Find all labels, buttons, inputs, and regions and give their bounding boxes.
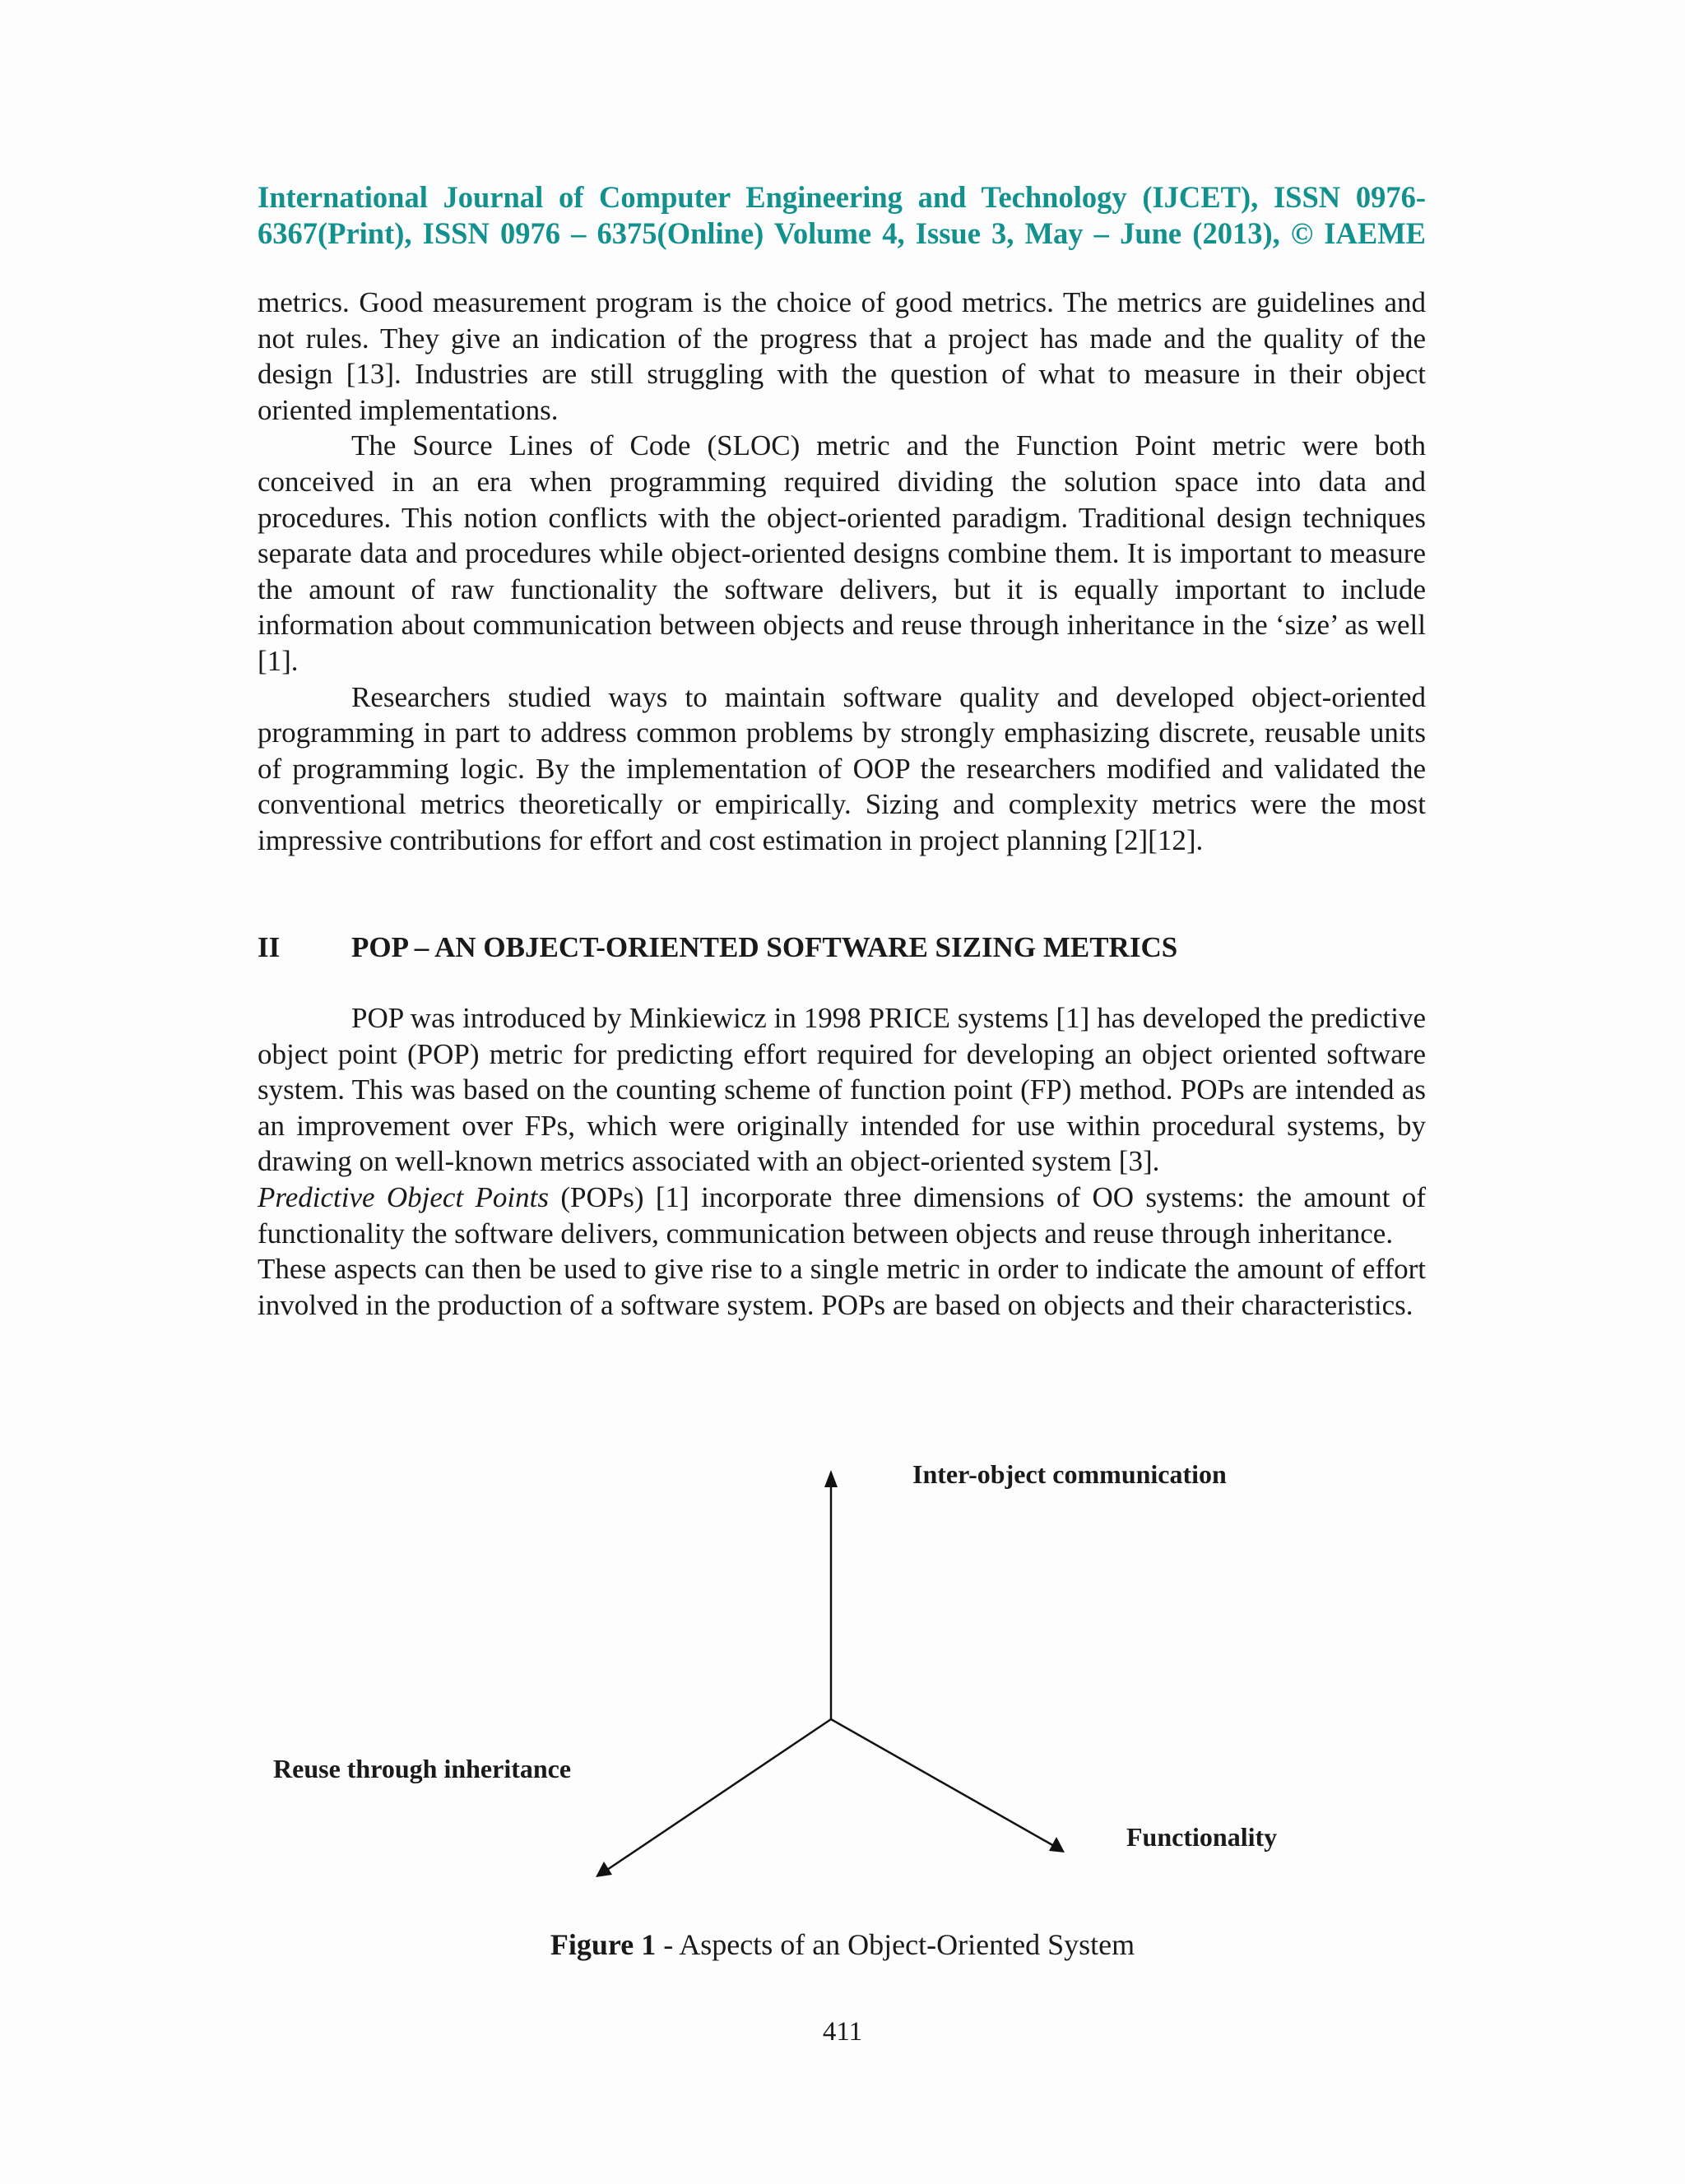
label-inter-object-communication: Inter-object communication [912, 1459, 1227, 1489]
page-number: 411 [822, 2017, 863, 2047]
axis-left-line [607, 1719, 831, 1870]
journal-header-line-2: 6367(Print), ISSN 0976 – 6375(Online) Volume 4, Issue 3, May – June (2013), © IAEME [258, 216, 1426, 250]
section-title: POP – AN OBJECT-ORIENTED SOFTWARE SIZING METRICS [351, 931, 1178, 963]
journal-header [258, 179, 1426, 252]
label-functionality: Functionality [1126, 1822, 1278, 1852]
paragraph-sloc: The Source Lines of Code (SLOC) metric and the Function Point metric were both conceived in an era when programming required dividing the solution space into data and procedures. This notion conflicts with the object-oriented paradigm. Traditional design techniques separate data and procedures while object-oriented designs combine them. It is important to measure the amount of raw functionality the software delivers, but it is equally important to include information about communication between objects and reuse through inheritance in the ‘size’ as well [1]. [258, 429, 1426, 677]
section-heading [258, 930, 1177, 966]
predictive-object-points-term: Predictive Object Points [258, 1180, 549, 1213]
journal-header-line-1: International Journal of Computer Engineering and Technology (IJCET), ISSN 0976- [258, 180, 1426, 214]
paragraph-researchers: Researchers studied ways to maintain software quality and developed object-oriented programming in part to address common problems by strongly emphasizing discrete, reusable units of programming logic. By the implementation of OOP the researchers modified and validated the conventional metrics theoretically or empirically. Sizing and complexity metrics were the most impressive contributions for effort and cost estimation in project planning [2][12]. [258, 680, 1426, 856]
figure-caption-text: - Aspects of an Object-Oriented System [656, 1928, 1135, 1961]
axis-up-arrowhead [824, 1470, 838, 1487]
axis-right-arrowhead [1049, 1837, 1065, 1852]
pop-dimensions-text: (POPs) [1] incorporate three dimensions of OO systems: the amount of functionality the software delivers, communication between objects and reuse through inheritance. [258, 1180, 1426, 1250]
section-number: II [258, 931, 281, 963]
paragraph-metrics: metrics. Good measurement program is the choice of good metrics. The metrics are guidelines and not rules. They give an indication of the progress that a project has made and the quality of the design [13]. Industries are still struggling with the question of what to measure in their object oriented implementations. [258, 286, 1426, 426]
figure-caption-label: Figure 1 [550, 1928, 657, 1961]
paragraph-pop-dimensions [258, 1180, 1426, 1251]
section-body [258, 1000, 1426, 1323]
label-reuse-through-inheritance: Reuse through inheritance [273, 1754, 572, 1783]
figure-caption [0, 1927, 1685, 1963]
axis-left-arrowhead [596, 1862, 612, 1877]
body-text [258, 285, 1426, 859]
paragraph-pop-aspects: These aspects can then be used to give rise to a single metric in order to indicate the amount of effort involved in the production of a software system. POPs are based on objects and their characteristics. [258, 1253, 1426, 1321]
paragraph-pop-intro: POP was introduced by Minkiewicz in 1998 PRICE systems [1] has developed the predictive object point (POP) metric for predicting effort required for developing an object oriented software system. This was based on the counting scheme of function point (FP) method. POPs are intended as an improvement over FPs, which were originally intended for use within procedural systems, by drawing on well-known metrics associated with an object-oriented system [3]. [258, 1002, 1426, 1178]
axis-right-line [831, 1719, 1054, 1846]
